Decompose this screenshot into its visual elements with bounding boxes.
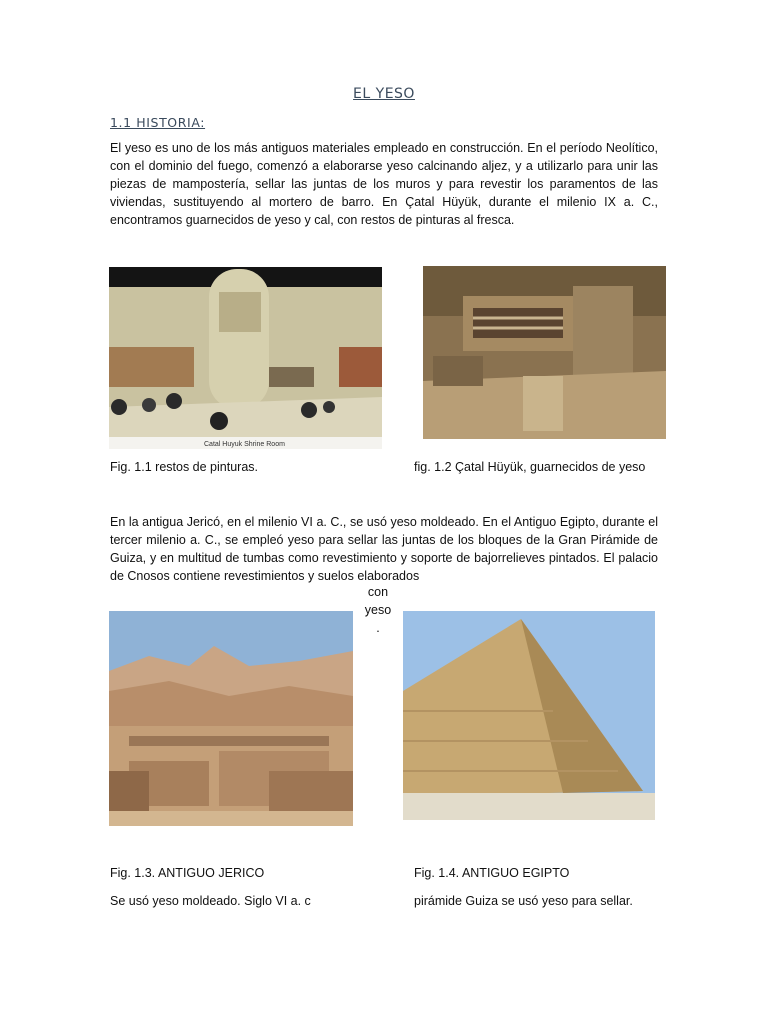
paragraph-tail-yeso: yeso bbox=[364, 603, 392, 617]
paragraph-historia: El yeso es uno de los más antiguos materiales empleado en construcción. En el período Neolítico, con el dominio del fuego, comenzó a elaborarse yeso calcinando aljez, y a utilizarlo para unir las piezas de mampostería, sellar las juntas de los muros y para revestir los paramentos de las viviendas, sustituyendo al mortero de barro. En Çatal Hüyük, durante el milenio IX a. C., encontramos guarnecidos de yeso y cal, con restos de pinturas al fresca. bbox=[110, 141, 658, 227]
section-heading: 1.1 HISTORIA: bbox=[110, 115, 206, 130]
figure-1-2-image bbox=[423, 266, 666, 439]
figure-1-2-caption: fig. 1.2 Çatal Hüyük, guarnecidos de yeso bbox=[414, 460, 646, 474]
document-title: EL YESO bbox=[353, 86, 415, 102]
paragraph-tail-dot: . bbox=[376, 621, 380, 635]
figure-1-4-image bbox=[403, 611, 655, 820]
figure-1-3-caption: Fig. 1.3. ANTIGUO JERICO bbox=[110, 866, 265, 880]
figure-1-4-caption: Fig. 1.4. ANTIGUO EGIPTO bbox=[414, 866, 570, 880]
paragraph-tail-con: con bbox=[367, 585, 389, 599]
figure-1-1-image bbox=[109, 267, 382, 449]
figure-1-1-caption: Fig. 1.1 restos de pinturas. bbox=[110, 460, 258, 474]
figure-1-3-image bbox=[109, 611, 353, 826]
figure-1-1-image-label: Catal Huyuk Shrine Room bbox=[204, 441, 285, 448]
figure-1-3-subcaption: Se usó yeso moldeado. Siglo VI a. c bbox=[110, 894, 311, 908]
paragraph-jerico-egipto: En la antigua Jericó, en el milenio VI a. C., se usó yeso moldeado. En el Antiguo Egipto, durante el tercer milenio a. C., se empleó yeso para sellar las juntas de los bloques de la Gran Pirámide de Guiza, y en multitud de tumbas como revestimiento y soporte de bajorrelieves pintados. El palacio de Cnosos contiene revestimientos y suelos elaborados bbox=[110, 515, 658, 583]
figure-1-4-subcaption: pirámide Guiza se usó yeso para sellar. bbox=[414, 894, 633, 908]
